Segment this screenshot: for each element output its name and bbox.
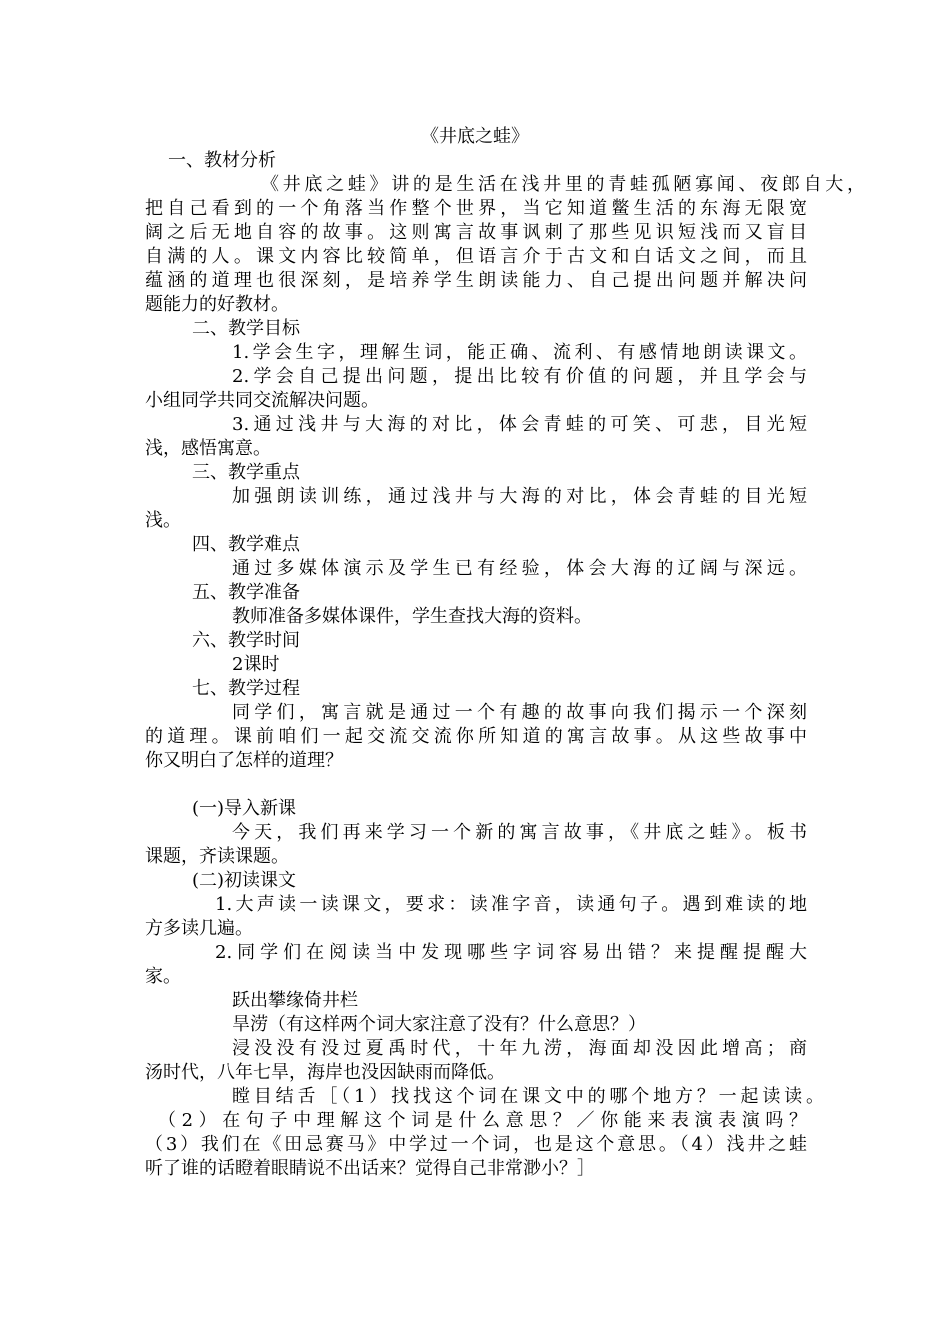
- section-heading-goals: 二、教学目标: [192, 318, 300, 339]
- paragraph-line: 阔之后无地自容的故事。这则寓言故事讽刺了那些见识短浅而又盲目: [145, 222, 807, 243]
- vocabulary-line: 旱涝（有这样两个词大家注意了没有？什么意思？）: [232, 1014, 646, 1035]
- paragraph-line: 把自己看到的一个角落当作整个世界，当它知道鳖生活的东海无限宽: [145, 198, 807, 219]
- list-item-continued: 家。: [145, 966, 181, 987]
- paragraph-line: 通过多媒体演示及学生已有经验，体会大海的辽阔与深远。: [232, 558, 807, 579]
- paragraph-line: 蕴涵的道理也很深刻，是培养学生朗读能力、自己提出问题并解决问: [145, 270, 807, 291]
- vocabulary-line: 跃出攀缘倚井栏: [232, 990, 358, 1011]
- section-heading-analysis: 一、教材分析: [168, 150, 276, 171]
- goal-item: 1.学会生字，理解生词，能正确、流利、有感情地朗读课文。: [232, 342, 807, 363]
- vocabulary-line-continued: （3）我们在《田忌赛马》中学过一个词，也是这个意思。（4）浅井之蛙: [145, 1134, 807, 1155]
- paragraph-line: 你又明白了怎样的道理？: [145, 750, 343, 771]
- subsection-heading-intro: (一)导入新课: [192, 798, 297, 819]
- section-heading-process: 七、教学过程: [192, 678, 300, 699]
- vocabulary-line-continued: 听了谁的话瞪着眼睛说不出话来？觉得自己非常渺小？］: [145, 1158, 595, 1179]
- goal-item: 2.学会自己提出问题，提出比较有价值的问题，并且学会与: [232, 366, 807, 387]
- paragraph-line: 同学们，寓言就是通过一个有趣的故事向我们揭示一个深刻: [232, 702, 807, 723]
- paragraph-line: 自满的人。课文内容比较简单，但语言介于古文和白话文之间，而且: [145, 246, 807, 267]
- goal-item: 3.通过浅井与大海的对比，体会青蛙的可笑、可悲，目光短: [232, 414, 807, 435]
- paragraph-line: 今天，我们再来学习一个新的寓言故事，《井底之蛙》。板书: [232, 822, 807, 843]
- paragraph-line: 浅。: [145, 510, 181, 531]
- paragraph-line: 课题，齐读课题。: [145, 846, 289, 867]
- list-item: 2.同学们在阅读当中发现哪些字词容易出错？来提醒提醒大: [215, 942, 807, 963]
- paragraph-line: 加强朗读训练，通过浅井与大海的对比，体会青蛙的目光短: [232, 486, 807, 507]
- vocabulary-line-continued: （2）在句子中理解这个词是什么意思？／你能来表演表演吗？: [158, 1110, 807, 1131]
- goal-item-continued: 小组同学共同交流解决问题。: [145, 390, 379, 411]
- paragraph-line: 的道理。课前咱们一起交流交流你所知道的寓言故事。从这些故事中: [145, 726, 807, 747]
- vocabulary-line: 浸没没有没过夏禹时代，十年九涝，海面却没因此增高；商: [232, 1038, 807, 1059]
- goal-item-continued: 浅，感悟寓意。: [145, 438, 271, 459]
- vocabulary-line-continued: 汤时代，八年七旱，海岸也没因缺雨而降低。: [145, 1062, 505, 1083]
- paragraph-line: 教师准备多媒体课件，学生查找大海的资料。: [232, 606, 592, 627]
- section-heading-time: 六、教学时间: [192, 630, 300, 651]
- subsection-heading-first-reading: (二)初读课文: [192, 870, 297, 891]
- section-heading-difficulty: 四、教学难点: [192, 534, 300, 555]
- paragraph-line: 题能力的好教材。: [145, 294, 289, 315]
- list-item-continued: 方多读几遍。: [145, 918, 253, 939]
- vocabulary-line: 瞠目结舌［（1）找找这个词在课文中的哪个地方？一起读读。: [232, 1086, 824, 1107]
- section-heading-preparation: 五、教学准备: [192, 582, 300, 603]
- paragraph-line: 《井底之蛙》讲的是生活在浅井里的青蛙孤陋寡闻、夜郎自大，: [261, 174, 865, 195]
- list-item: 1.大声读一读课文，要求：读准字音，读通句子。遇到难读的地: [215, 894, 807, 915]
- document-title: 《井底之蛙》: [421, 126, 529, 147]
- paragraph-line: 2课时: [232, 654, 280, 675]
- section-heading-focus: 三、教学重点: [192, 462, 300, 483]
